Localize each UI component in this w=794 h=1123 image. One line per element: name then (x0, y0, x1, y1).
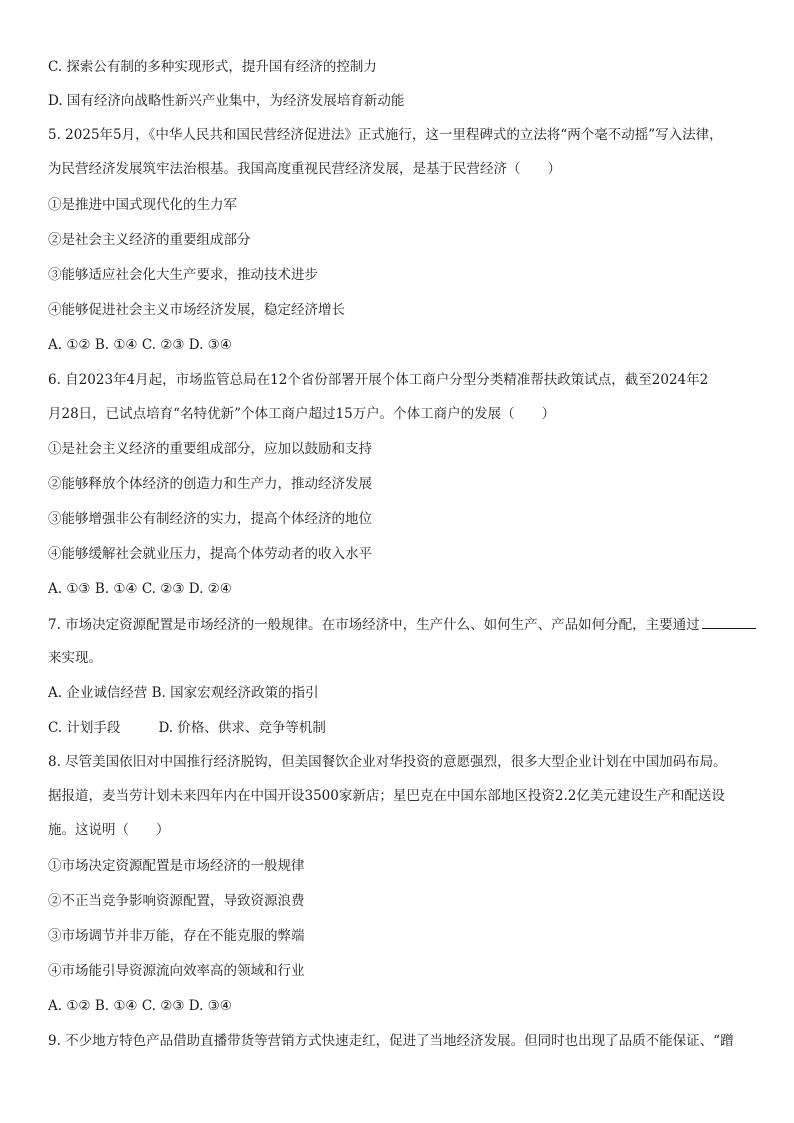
q6-statement-2: ②能够释放个体经济的创造力和生产力，推动经济发展 (48, 476, 372, 492)
q5-statement-3: ③能够适应社会化大生产要求，推动技术进步 (48, 267, 318, 283)
q5-options: A. ①② B. ①④ C. ②③ D. ③④ (48, 337, 232, 353)
q5-statement-2: ②是社会主义经济的重要组成部分 (48, 232, 251, 248)
question-8-stem-line-2: 据报道，麦当劳计划未来四年内在中国开设3500家新店；星巴克在中国东部地区投资2.2亿美元建设生产和配送设 (48, 788, 725, 804)
q8-statement-2: ②不正当竞争影响资源配置，导致资源浪费 (48, 893, 305, 909)
question-6-stem-line-2: 月28日，已试点培育“名特优新”个体工商户超过15万户。个体工商户的发展（ ） (48, 406, 556, 422)
q5-statement-1: ①是推进中国式现代化的生力军 (48, 197, 237, 213)
q6-options: A. ①③ B. ①④ C. ②③ D. ②④ (48, 581, 232, 597)
answer-blank (702, 614, 756, 629)
question-8-stem-line-1: 8. 尽管美国依旧对中国推行经济脱钩，但美国餐饮企业对华投资的意愿强烈，很多大型企业计划在中国加码布局。 (48, 754, 727, 770)
q6-statement-4: ④能够缓解社会就业压力，提高个体劳动者的收入水平 (48, 546, 372, 562)
q6-statement-3: ③能够增强非公有制经济的实力，提高个体经济的地位 (48, 511, 372, 527)
q6-statement-1: ①是社会主义经济的重要组成部分，应加以鼓励和支持 (48, 441, 372, 457)
q7-option-d: D. 价格、供求、竞争等机制 (158, 720, 326, 736)
question-9-stem-line-1: 9. 不少地方特色产品借助直播带货等营销方式快速走红，促进了当地经济发展。但同时也出现了品质不能保证、“蹭 (48, 1033, 734, 1049)
q8-statement-3: ③市场调节并非万能，存在不能克服的弊端 (48, 928, 305, 944)
question-7-stem-line-2: 来实现。 (48, 650, 102, 666)
q7-options-cd (48, 718, 768, 738)
question-5-stem-line-2: 为民营经济发展筑牢法治根基。我国高度重视民营经济发展，是基于民营经济（ ） (48, 161, 561, 177)
question-7-stem-line-1 (48, 614, 768, 635)
q8-options: A. ①② B. ①④ C. ②③ D. ③④ (48, 998, 232, 1014)
q8-statement-4: ④市场能引导资源流向效率高的领域和行业 (48, 963, 305, 979)
q5-statement-4: ④能够促进社会主义市场经济发展，稳定经济增长 (48, 302, 345, 318)
question-8-stem-line-3: 施。这说明（ ） (48, 822, 170, 838)
q7-stem-text: 7. 市场决定资源配置是市场经济的一般规律。在市场经济中，生产什么、如何生产、产品如何分配，主要通过 (48, 617, 700, 633)
option-c-q4: C. 探索公有制的多种实现形式，提升国有经济的控制力 (48, 59, 377, 75)
q7-options-ab: A. 企业诚信经营 B. 国家宏观经济政策的指引 (48, 685, 319, 701)
q7-option-c: C. 计划手段 (48, 720, 121, 736)
question-6-stem-line-1: 6. 自2023年4月起，市场监管总局在12个省份部署开展个体工商户分型分类精准帮扶政策试点，截至2024年2 (48, 372, 709, 388)
option-d-q4: D. 国有经济向战略性新兴产业集中，为经济发展培育新动能 (48, 93, 405, 109)
q8-statement-1: ①市场决定资源配置是市场经济的一般规律 (48, 858, 305, 874)
question-5-stem-line-1: 5. 2025年5月，《中华人民共和国民营经济促进法》正式施行，这一里程碑式的立法将“两个毫不动摇”写入法律， (48, 127, 723, 143)
